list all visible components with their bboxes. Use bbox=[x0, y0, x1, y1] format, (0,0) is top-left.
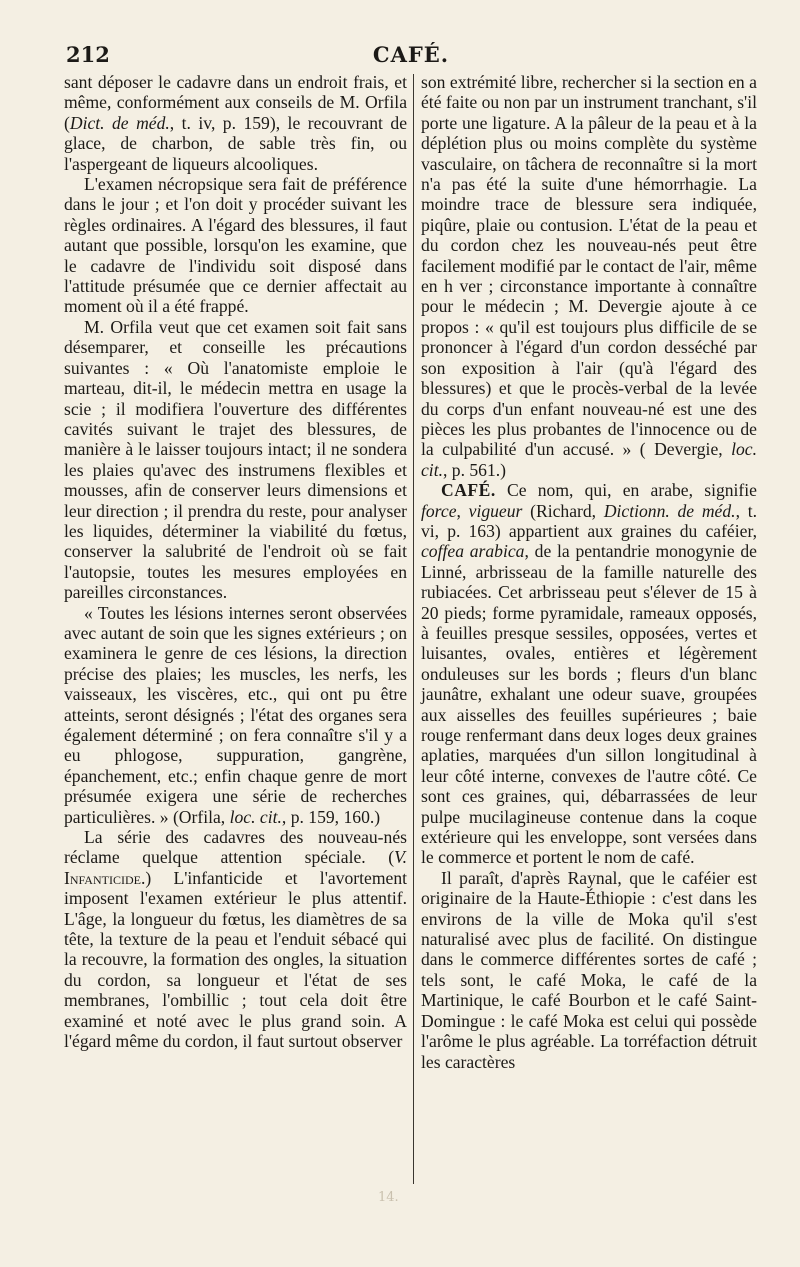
citation-ref: loc. cit. bbox=[229, 806, 282, 827]
citation-ref: loc. cit. bbox=[421, 439, 757, 480]
right-paragraph-3: Il paraît, d'après Raynal, que le caféier est originaire de la Haute-Éthiopie : c'est dans les environs de la ville de Moka qu'il s'est naturalisé avec plus de facilité. On distingue dans le commerce différentes sortes de café ; tels sont, le café Moka, le café de la Martinique, le café Bourbon et le café Saint-Domingue : le café Moka est celui qui possède l'arôme le plus agréable. La torréfaction détruit les caractères bbox=[421, 867, 757, 1072]
cross-reference: Infanticide. bbox=[64, 867, 146, 888]
left-paragraph-1: sant déposer le cadavre dans un endroit frais, et même, conformément aux conseils de M. Orfila (Dict. de méd., t. iv, p. 159), le recouvrant de glace, de charbon, de sable très fin, ou l'aspergeant de liqueurs alcooliques. bbox=[64, 72, 408, 174]
entry-cafe: CAFÉ. Ce nom, qui, en arabe, signifie force, vigueur (Richard, Dictionn. de méd., t. vi, p. 163) appartient aux graines du caféier, coffea arabica, de la pentandrie monogynie de Linné, arbrisseau de la famille naturelle des rubiacées. Cet arbrisseau peut s'élever de 15 à 20 pieds; forme pyramidale, rameaux opposés, à feuilles presque sessiles, opposées, vertes et luisantes, ovales, entières et légèrement onduleuses sur les bords ; fleurs d'un blanc jaunâtre, exhalant une odeur suave, groupées aux aisselles des feuilles supérieures ; baie rouge renfermant dans deux loges deux graines aplaties, marquées d'un sillon longitudinal à leur côté interne, convexes de l'autre côté. Ce sont ces graines, qui, débarrassées de leur pulpe mucilagineuse contenue dans la coque extérieure qui les enveloppe, sont versées dans le commerce et portent le nom de café. bbox=[421, 480, 757, 868]
page-number: 212 bbox=[66, 42, 110, 67]
left-paragraph-2: L'examen nécropsique sera fait de préférence dans le jour ; et l'on doit y procéder suivant les règles ordinaires. A l'égard des blessures, il faut autant que possible, lorsqu'on les examine, que le cadavre de l'individu soit disposé dans l'attitude présumée que ce dernier affectait au moment où il a été frappé. bbox=[64, 174, 407, 317]
entry-heading: CAFÉ. bbox=[441, 480, 496, 501]
left-paragraph-4: « Toutes les lésions internes seront observées avec autant de soin que les signes extérieurs ; on examinera le genre de ces lésions, la direction précise des plaies; les muscles, les nerfs, les vaisseaux, les viscères, etc., qui ont pu être atteints, seront désignés ; l'état des organes sera également déterminé ; on fera connaître s'il y a eu phlogose, suppuration, gangrène, épanchement, etc.; enfin chaque genre de mort présumée exigera une série de recherches particulières. » (Orfila, loc. cit., p. 159, 160.) bbox=[64, 602, 407, 827]
running-head: CAFÉ. bbox=[372, 42, 450, 67]
left-paragraph-5: La série des cadavres des nouveau-nés réclame quelque attention spéciale. (V. Infanticide.) L'infanticide et l'avortement imposent l'examen extérieur le plus attentif. L'âge, la longueur du fœtus, les diamètres de sa tête, la texture de la peau et l'enduit sébacé qui la recouvre, la formation des ongles, la situation du cordon, sa longueur et l'état de ses membranes, l'ombillic ; tout cela doit être examiné et noté avec le plus grand soin. A l'égard même du cordon, il faut surtout observer bbox=[64, 827, 407, 1052]
right-column bbox=[421, 72, 757, 1072]
right-paragraph-1: son extrémité libre, rechercher si la section en a été faite ou non par un instrument tranchant, s'il porte une ligature. A la pâleur de la peau et à la déplétion plus ou moins complète du système vasculaire, on tâchera de reconnaître si la mort n'a pas été la suite d'une hémorrhagie. La moindre trace de blessure sera indiquée, piqûre, plaie ou contusion. L'état de la peau et du cordon chez les nouveau-nés peut être facilement modifié par le contact de l'air, même en h ver ; circonstance importante à connaître pour le médecin ; M. Devergie ajoute à ce propos : « qu'il est toujours plus difficile de se prononcer à l'égard d'un cordon desséché par son exposition à l'air (qu'à l'égard des blessures) et que le procès-verbal de la levée du corps d'un enfant nouveau-né est une des pièces les plus probantes de l'innocence ou de la culpabilité d'un accusé. » ( Devergie, loc. cit., p. 561.) bbox=[421, 72, 757, 480]
left-column bbox=[64, 72, 407, 1052]
species-name: coffea arabica bbox=[421, 541, 525, 562]
page-signature: 14. bbox=[378, 1190, 399, 1205]
left-paragraph-3: M. Orfila veut que cet examen soit fait sans désemparer, et conseille les précautions suivantes : « Où l'anatomiste emploie le marteau, dit-il, le médecin mettra en usage la scie ; il modifiera l'ouverture des différentes cavités suivant le trajet des blessures, de manière à le laisser toujours intact; il ne sondera les plaies qu'avec des instrumens flexibles et mousses, afin de conserver leurs dimensions et leur direction ; il prendra du reste, pour analyser les liquides, déterminer la viabilité du fœtus, conserver la salubrité de l'endroit où se fait l'autopsie, toutes les mesures employées en pareilles circonstances. bbox=[64, 316, 407, 603]
citation-title: Dict. de méd. bbox=[69, 112, 170, 133]
page-header bbox=[66, 42, 756, 70]
citation-title: Dictionn. de méd. bbox=[603, 500, 736, 521]
column-divider bbox=[413, 74, 414, 1184]
